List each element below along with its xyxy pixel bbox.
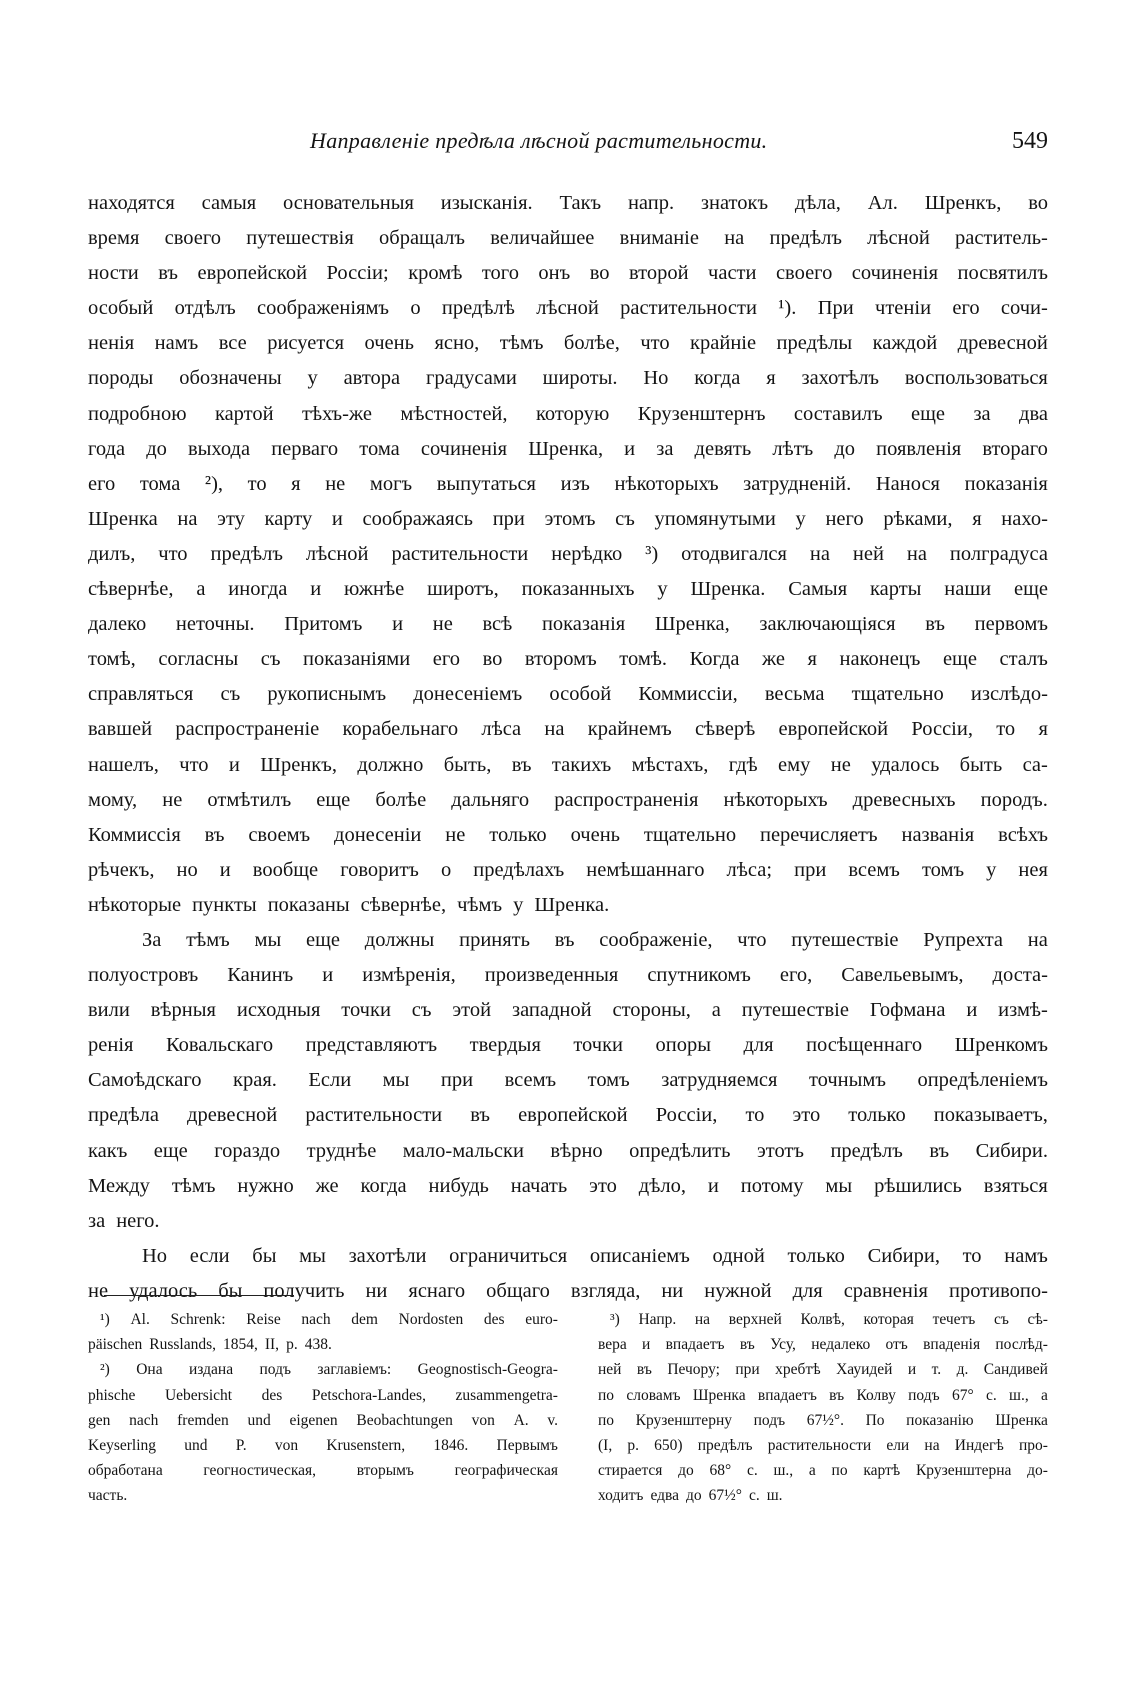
footnote-line: ³) Напр. на верхней Колвѣ, которая течетъ съ сѣ- [610,1311,1048,1328]
text-line: время своего путешествія обращалъ величайшее вниманіе на предѣлъ лѣсной раститель- [88,227,1048,250]
footnote-line: ²) Она издана подъ заглавіемъ: Geognostisch-Geogra- [100,1361,558,1379]
text-line: его тома ²), то я не могъ выпутаться изъ нѣкоторыхъ затрудненій. Нанося показанія [88,472,1048,495]
text-line: Самоѣдскаго края. Если мы при всемъ томъ затрудняемся точнымъ опредѣленіемъ [88,1069,1048,1092]
text-line: сѣвернѣе, а иногда и южнѣе широтъ, показанныхъ у Шренка. Самыя карты наши еще [88,578,1048,601]
page-header [88,128,1048,162]
text-line: за него. [88,1209,160,1232]
running-title: Направленіе предѣла лѣсной растительности. [310,128,768,153]
text-line: Между тѣмъ нужно же когда нибудь начать это дѣло, и потому мы рѣшились взяться [88,1174,1048,1197]
footnote-line: (I, p. 650) предѣлъ растительности ели на Индегѣ про- [598,1436,1048,1454]
text-line: предѣла древесной растительности въ европейской Россіи, то это только показываетъ, [88,1104,1048,1127]
main-text [88,186,1048,1309]
footnote-line: по Крузенштерну подъ 67½°. По показанію Шренка [598,1411,1048,1429]
text-line: ренія Ковальскаго представляютъ твердыя точки опоры для посѣщеннаго Шренкомъ [88,1034,1048,1057]
footnotes-right-column [598,1307,1048,1509]
footnote-line: часть. [88,1487,128,1505]
text-line: находятся самыя основательныя изысканія. Такъ напр. знатокъ дѣла, Ал. Шренкъ, во [88,192,1048,214]
footnote-line: по словамъ Шренка впадаетъ въ Колву подъ 67° с. ш., а [598,1386,1048,1404]
footnote-line: päischen Russlands, 1854, II, p. 438. [88,1336,332,1354]
text-line: нѣкоторые пункты показаны сѣвернѣе, чѣмъ у Шренка. [88,893,610,916]
text-line: Коммиссія въ своемъ донесеніи не только очень тщательно перечисляетъ названія всѣхъ [88,823,1048,846]
footnote-line: ходитъ едва до 67½° с. ш. [598,1487,783,1505]
text-line: вавшей распространеніе корабельнаго лѣса на крайнемъ сѣверѣ европейской Россіи, то я [88,718,1048,741]
footnote-line: Keyserling und P. von Krusenstern, 1846. Первымъ [88,1436,558,1454]
text-line: подробною картой тѣхъ-же мѣстностей, которую Крузенштернъ составилъ еще за два [88,402,1048,425]
text-line: ности въ европейской Россіи; кромѣ того онъ во второй части своего сочиненія посвятилъ [88,262,1048,285]
text-line: далеко неточны. Притомъ и не всѣ показанія Шренка, заключающіяся въ первомъ [88,613,1048,636]
text-line: справляться съ рукописнымъ донесеніемъ особой Коммиссіи, весьма тщательно изслѣдо- [88,683,1048,706]
footnote-line: ¹) Al. Schrenk: Reise nach dem Nordosten des euro- [100,1311,558,1328]
footnote-line: gen nach fremden und eigenen Beobachtungen von A. v. [88,1411,558,1429]
text-line: полуостровъ Канинъ и измѣренія, произведенныя спутникомъ его, Савельевымъ, доста- [88,964,1048,987]
footnote-line: стирается до 68° с. ш., а по картѣ Крузенштерна до- [598,1462,1048,1480]
text-line: мому, не отмѣтилъ еще болѣе дальняго распространенія нѣкоторыхъ древесныхъ породъ. [88,788,1048,811]
text-line: особый отдѣлъ соображеніямъ о предѣлѣ лѣсной растительности ¹). При чтеніи его сочи- [88,297,1048,320]
text-line: За тѣмъ мы еще должны принять въ соображеніе, что путешествіе Рупрехта на [142,928,1048,951]
footnote-line: ней въ Печору; при хребтѣ Хауидей и т. д. Сандивей [598,1361,1048,1379]
footnote-line: вера и впадаетъ въ Усу, недалеко отъ впаденія послѣд- [598,1336,1048,1354]
text-line: какъ еще гораздо труднѣе мало-мальски вѣрно опредѣлить этотъ предѣлъ въ Сибири. [88,1139,1048,1162]
text-line: томѣ, согласны съ показаніями его во второмъ томѣ. Когда же я наконецъ еще сталъ [88,648,1048,671]
text-line: Но если бы мы захотѣли ограничиться описаніемъ одной только Сибири, то намъ [142,1244,1048,1267]
footnotes-left-column [88,1307,558,1509]
text-line: ненія намъ все рисуется очень ясно, тѣмъ болѣе, что крайніе предѣлы каждой древесной [88,332,1048,355]
footnote-line: phische Uebersicht des Petschora-Landes, zusammengetra- [88,1386,558,1404]
text-line: вили вѣрныя исходныя точки съ этой западной стороны, а путешествіе Гофмана и измѣ- [88,999,1048,1022]
footnote-line: обработана геогностическая, вторымъ географическая [88,1462,558,1480]
text-line: Шренка на эту карту и соображаясь при этомъ съ упомянутыми у него рѣками, я нахо- [88,507,1048,530]
page-number: 549 [1012,128,1048,154]
text-line: не удалось бы получить ни яснаго общаго взгляда, ни нужной для сравненія противопо- [88,1279,1048,1302]
text-line: нашелъ, что и Шренкъ, должно быть, въ такихъ мѣстахъ, гдѣ ему не удалось быть са- [88,753,1048,776]
footnote-separator [104,1295,294,1296]
text-line: года до выхода перваго тома сочиненія Шренка, и за девять лѣтъ до появленія втораго [88,437,1048,460]
text-line: породы обозначены у автора градусами широты. Но когда я захотѣлъ воспользоваться [88,367,1048,390]
text-line: рѣчекъ, но и вообще говоритъ о предѣлахъ немѣшаннаго лѣса; при всемъ томъ у нея [88,858,1048,881]
text-line: дилъ, что предѣлъ лѣсной растительности нерѣдко ³) отодвигался на ней на полградуса [88,542,1048,565]
